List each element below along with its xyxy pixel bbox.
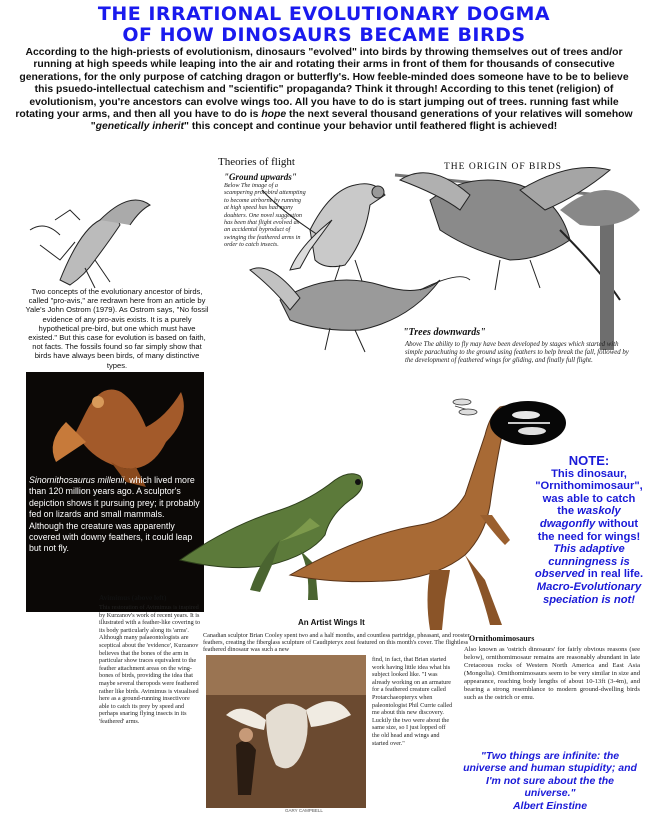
note-text-3: in real life. bbox=[584, 568, 644, 581]
artist-text: Canadian sculptor Brian Cooley spent two and a half months, and countless partridge, pheasant, and rooster feathers, creating the fiberglass sculpture of Caudipteryx zoui featured on this month's cover. The flightless feathered dinosaur was such a new bbox=[203, 632, 470, 654]
tree-sketch bbox=[560, 190, 640, 350]
sinornithosaurus-species: Sinornithosaurus millenii bbox=[29, 475, 125, 485]
avimimus-heading: Avimimus (above left) bbox=[99, 594, 167, 602]
sculptor-photo bbox=[206, 655, 366, 808]
note-heading: NOTE: bbox=[568, 453, 610, 468]
origin-of-birds-title: THE ORIGIN OF BIRDS bbox=[444, 162, 562, 172]
ornithomimosaurs-heading: Ornithomimosaurs bbox=[469, 634, 535, 643]
intro-emphasis-hope: hope bbox=[261, 109, 287, 121]
page-title bbox=[0, 4, 648, 46]
proavis-sketch bbox=[30, 200, 150, 288]
note-italic-3: Macro-Evolutionary speciation is not! bbox=[536, 580, 642, 606]
note-text-1: This dinosaur, "Ornithomimosaur", was able to catch the bbox=[535, 467, 643, 518]
artist-column-text: find, in fact, that Brian started work having little idea what his subject looked like. "I was already working on an armature for a feathered creature called Protarchaeopteryx when paleontologist Phil Currie called me about this new discovery. Luckily the two were about the same size, so I just lopped off the old head and wings and started over." bbox=[372, 656, 453, 747]
intro-emphasis-inherit: genetically inherit bbox=[95, 121, 184, 133]
trees-downwards-caption: Above The ability to fly may have been developed by stages which started with simple parachuting to the ground using feathers to help break the fall, followed by the development of feathered wings for gliding, and finally full flight. bbox=[405, 341, 629, 365]
quote-text: "Two things are infinite: the universe and human stupidity; and I'm not sure about the the universe." bbox=[463, 750, 637, 800]
proavis-caption: Two concepts of the evolutionary ancestor of birds, called "pro-avis," are redrawn here from an article by Yale's John Ostrom (1979). As Ostrom says, "No fossil evidence of any pro-avis exists. It is a purely hypothetical pre-bird, but one which must have existed." But this case for evolution is based on faith, not facts. The fossils found so far simply show that birds have always been birds, of many distinctive types. bbox=[25, 287, 209, 370]
sinornithosaurus-text: , which lived more than 120 million years ago. A sculptor's depiction shows it pursuing prey; it probably fed on lizards and small mammals. Although the creature was apparently covered with downy feathers, it could leap but not fly. bbox=[29, 475, 200, 554]
title-line-1: THE IRRATIONAL EVOLUTIONARY DOGMA bbox=[97, 3, 551, 25]
origin-birds-sketch bbox=[395, 168, 620, 301]
note-italic-2: This adaptive cunningness is observed bbox=[534, 543, 630, 581]
trees-downwards-heading: "Trees downwards" bbox=[403, 327, 486, 338]
dragonfly-photo bbox=[488, 398, 568, 448]
intro-paragraph bbox=[10, 47, 638, 134]
intro-text-2: the next several thousand generations of your relatives will somehow " bbox=[90, 109, 633, 133]
gliding-sketch bbox=[250, 268, 470, 352]
theories-title: Theories of flight bbox=[218, 156, 295, 168]
note-italic-1: waskoly dwagonfly bbox=[539, 505, 621, 530]
intro-text-1: According to the high-priests of evolutionism, dinosaurs "evolved" into birds by throwing themselves out of trees and/or running at high speeds while leaping into the air and rotating their arms in front of them for thousands of consecutive generations, for the only purpose of catching dragon or butterfly's. How feeble-minded does someone have to be to believe this psuedo-intellectual catechism and "scientific" propaganda? Think it through! According to this tenet (religion) of evolutionism, you're ancestors can evolve wings too. All you have to do is start jumping out of trees. running fast while rotating your arms, and then all you have to do is bbox=[15, 47, 629, 121]
title-line-2: OF HOW DINOSAURS BECAME BIRDS bbox=[122, 24, 526, 46]
note-callout bbox=[534, 455, 644, 606]
intro-text-3: " this concept and continue your behavior until feathered flight is achieved! bbox=[184, 121, 558, 133]
quote-author: Albert Einstine bbox=[512, 799, 588, 812]
ornithomimosaurs-text: Also known as 'ostrich dinosaurs' for fairly obvious reasons (see below), ornithomimosaur remains are reasonably abundant in late Cretaceous rocks of Western North America and East Asia (Mongolia). Ornithomimosaurs seem to be very similar in size and appearance, reaching body lengths of about 10-13ft (3-4m), and bearing a strong resemblance to modern ground-dwelling birds such as the ostrich or emu. bbox=[464, 646, 640, 701]
ground-upwards-caption: Below The image of a scampering protobird attempting to become airborne by running at high speed has had many doubters. One novel suggestion has been that flight evolved as an accidental byproduct of swinging the feathered arms in order to catch insects. bbox=[224, 182, 306, 249]
note-text-2: without the need for wings! bbox=[537, 517, 641, 543]
photo-credit: GARY CAMPBELL bbox=[285, 808, 323, 813]
ground-upwards-heading: "Ground upwards" bbox=[224, 172, 297, 182]
avimimus-text: This restoration of Avimimus is inspired by Kurzanov's work of recent years. It is illustrated with a feather-like covering to its body particularly along its 'arms'. Although many palaeontologists are sceptical about the 'evidence', Kurzanov believes that the bones of the arm in particular show traces equivalent to the feather attachment areas on the wing-bones of birds, providing the idea that maybe several theropods were feathered rather like birds. Avimimus is visualised here as a ground-running insectivore able to catch its prey by speed and perhaps snaring flying insects in its 'feathered' arms. bbox=[99, 604, 201, 725]
artist-heading: An Artist Wings It bbox=[298, 618, 365, 627]
einstein-quote bbox=[460, 750, 640, 812]
